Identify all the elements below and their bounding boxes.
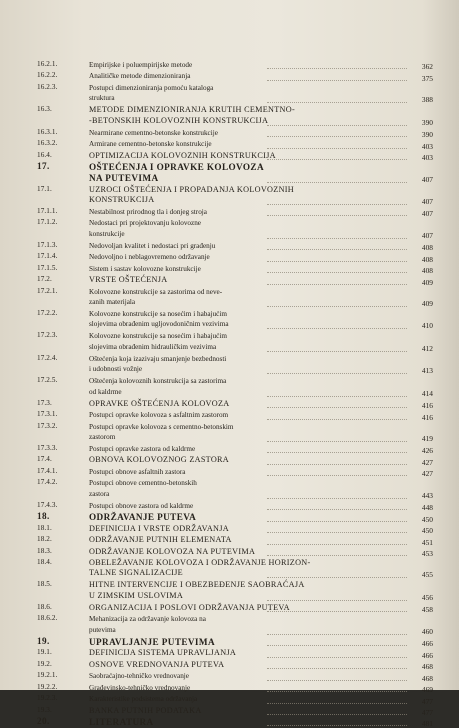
toc-entry-number: 17.1.4. bbox=[37, 252, 58, 261]
toc-entry bbox=[37, 83, 433, 105]
dot-leader bbox=[267, 645, 407, 646]
toc-entry-title: Saobraćajno-tehničko vrednovanje bbox=[89, 672, 189, 681]
toc-entry-number: 17.1.3. bbox=[37, 240, 58, 249]
toc-entry-number: 16.2.1. bbox=[37, 60, 58, 68]
toc-entry bbox=[37, 275, 433, 286]
toc-entry-page: 450 bbox=[421, 514, 433, 524]
toc-entry-number: 16.3.1. bbox=[37, 127, 58, 136]
toc-entry-title: Postupci obnove zastora od kaldrme bbox=[89, 501, 194, 510]
toc-entry-number: 17.4.1. bbox=[37, 466, 58, 475]
toc-entry-number: 19. bbox=[37, 635, 50, 646]
toc-entry-number: 18. bbox=[37, 511, 50, 522]
toc-entry-title: Građevinsko-tehničko vrednovanje bbox=[89, 683, 191, 692]
toc-entry-page: 390 bbox=[421, 117, 433, 127]
toc-entry-page: 466 bbox=[421, 639, 433, 649]
dot-leader bbox=[267, 452, 407, 453]
dot-leader bbox=[267, 249, 407, 250]
dot-leader bbox=[267, 148, 407, 149]
toc-entry-title: DEFINICIJA SISTEMA UPRAVLJANJA bbox=[89, 648, 237, 658]
toc-entry-number: 16.2.2. bbox=[37, 71, 58, 80]
toc-entry bbox=[37, 331, 433, 353]
toc-entry-page: 443 bbox=[421, 490, 433, 500]
toc-entry-page: 409 bbox=[421, 277, 433, 287]
toc-entry-page: 477 bbox=[421, 707, 433, 717]
toc-entry bbox=[37, 264, 433, 275]
toc-entry-title: ODRŽAVANJE PUTEVA bbox=[89, 512, 197, 523]
toc-entry bbox=[37, 287, 433, 309]
toc-entry-title: LITERATURA bbox=[89, 716, 154, 727]
toc-entry bbox=[37, 309, 433, 331]
dot-leader bbox=[267, 577, 407, 578]
toc-entry-page: 410 bbox=[421, 321, 433, 331]
toc-entry-title: DEFINICIJA I VRSTE ODRŽAVANJA bbox=[89, 523, 229, 533]
toc-entry bbox=[37, 455, 433, 466]
toc-entry-title: METODE DIMENZIONIRANJA KRUTIH CEMENTNO- -BETONSKIH KOLOVOZNIH KONSTRUKCIJA bbox=[89, 105, 295, 125]
toc-entry bbox=[37, 422, 433, 444]
toc-entry-page: 408 bbox=[421, 243, 433, 253]
toc-entry-page: 456 bbox=[421, 592, 433, 602]
toc-entry-number: 18.3. bbox=[37, 546, 52, 555]
toc-entry-title: Analitičke metode dimenzioniranja bbox=[89, 72, 191, 81]
toc-entry-number: 16.2.3. bbox=[37, 82, 58, 91]
toc-entry bbox=[37, 151, 433, 162]
toc-entry-title: Nedovoljno i neblagovremeno održavanje bbox=[89, 253, 210, 262]
toc-entry-number: 19.2. bbox=[37, 659, 52, 668]
toc-entry-title: ODRŽAVANJE KOLOVOZA NA PUTEVIMA bbox=[89, 546, 256, 556]
toc-entry-title: Empirijske i poluempirijske metode bbox=[89, 61, 193, 69]
toc-entry-title: Nedostaci pri projektovanju kolovozne konstrukcije bbox=[89, 219, 201, 238]
toc-entry-number: 17.4.3. bbox=[37, 500, 58, 509]
toc-entry-number: 18.6. bbox=[37, 602, 52, 611]
toc-entry-title: OSNOVE VREDNOVANJA PUTEVA bbox=[89, 659, 225, 669]
toc-entry-title: ODRŽAVANJE PUTNIH ELEMENATA bbox=[89, 535, 232, 545]
toc-entry-page: 414 bbox=[421, 388, 433, 398]
toc-entry bbox=[37, 694, 433, 705]
toc-entry-number: 18.5. bbox=[37, 580, 52, 589]
toc-entry-title: OPRAVKE OŠTEĆENJA KOLOVOZA bbox=[89, 398, 230, 408]
dot-leader bbox=[267, 238, 407, 239]
dot-leader bbox=[267, 691, 407, 692]
toc-entry bbox=[37, 444, 433, 455]
dot-leader bbox=[267, 159, 407, 160]
toc-entry bbox=[37, 535, 433, 546]
toc-entry-number: 17.1.1. bbox=[37, 206, 58, 215]
dot-leader bbox=[267, 703, 407, 704]
toc-entry-number: 18.4. bbox=[37, 558, 52, 567]
dot-leader bbox=[267, 351, 407, 352]
dot-leader bbox=[267, 182, 407, 183]
toc-entry bbox=[37, 71, 433, 82]
dot-leader bbox=[267, 714, 407, 715]
toc-entry-number: 16.3.2. bbox=[37, 139, 58, 148]
dot-leader bbox=[267, 204, 407, 205]
toc-entry-number: 19.2.2. bbox=[37, 682, 58, 691]
toc-entry-number: 16.4. bbox=[37, 150, 52, 159]
toc-entry-number: 17.4.2. bbox=[37, 478, 58, 487]
toc-entry-title: Kolovozne konstrukcije sa zastorima od neve- zanih materijala bbox=[89, 287, 223, 307]
toc-entry-title: Postupci dimenzioniranja pomoću kataloga struktura bbox=[89, 83, 214, 103]
toc-entry-number: 19.3. bbox=[37, 705, 52, 714]
dot-leader bbox=[267, 136, 407, 137]
toc-entry-page: 469 bbox=[421, 685, 433, 695]
toc-entry-title: OBNOVA KOLOVOZNOG ZASTORA bbox=[89, 455, 230, 465]
dot-leader bbox=[267, 441, 407, 442]
toc-entry bbox=[37, 637, 433, 648]
toc-entry-title: BANKA PUTNIH PODATAKA bbox=[89, 705, 202, 715]
toc-entry bbox=[37, 467, 433, 478]
dot-leader bbox=[267, 600, 407, 601]
toc-entry-page: 451 bbox=[421, 537, 433, 547]
toc-entry bbox=[37, 162, 433, 184]
dot-leader bbox=[267, 544, 407, 545]
dot-leader bbox=[267, 284, 407, 285]
dot-leader bbox=[267, 306, 407, 307]
toc-entry bbox=[37, 241, 433, 252]
toc-entry bbox=[37, 207, 433, 218]
dot-leader bbox=[267, 102, 407, 103]
dot-leader bbox=[267, 272, 407, 273]
toc-entry-number: 17.1.2. bbox=[37, 218, 58, 227]
dot-leader bbox=[267, 521, 407, 522]
toc-entry-number: 16.3. bbox=[37, 105, 52, 114]
toc-entry-page: 448 bbox=[421, 503, 433, 513]
toc-entry-page: 390 bbox=[421, 130, 433, 140]
toc-entry-title: Mehanizacija za održavanje kolovoza na putevima bbox=[89, 615, 206, 634]
dot-leader bbox=[267, 725, 407, 726]
toc-entry-title: Postupci opravke kolovoza s asfaltnim zastorom bbox=[89, 411, 229, 420]
dot-leader bbox=[267, 215, 407, 216]
toc-entry-title: Armirane cementno-betonske konstrukcije bbox=[89, 140, 212, 149]
toc-entry-title: Postupci obnove cementno-betonskih zastora bbox=[89, 479, 197, 498]
toc-entry-page: 416 bbox=[421, 401, 433, 411]
dot-leader bbox=[267, 611, 407, 612]
dot-leader bbox=[267, 475, 407, 476]
toc-entry-title: Postupci opravke kolovoza s cementno-betonskim zastorom bbox=[89, 422, 234, 441]
toc-entry-number: 17.1.5. bbox=[37, 263, 58, 272]
toc-entry bbox=[37, 660, 433, 671]
toc-entry-title: Nestabilnost prirodnog tla i donjeg stroja bbox=[89, 207, 207, 216]
toc-entry-title: ORGANIZACIJA I POSLOVI ODRŽAVANJA PUTEVA bbox=[89, 602, 290, 612]
toc-entry-page: 455 bbox=[421, 570, 433, 580]
dot-leader bbox=[267, 532, 407, 533]
toc-entry bbox=[37, 547, 433, 558]
toc-entry-number: 17.4. bbox=[37, 455, 52, 464]
toc-entry bbox=[37, 603, 433, 614]
dot-leader bbox=[267, 125, 407, 126]
dot-leader bbox=[267, 80, 407, 81]
toc-entry bbox=[37, 524, 433, 535]
toc-entry-page: 416 bbox=[421, 412, 433, 422]
toc-entry bbox=[37, 614, 433, 636]
dot-leader bbox=[267, 419, 407, 420]
toc-entry-title: Kolovozne konstrukcije sa nosećim i habajućim slojevima obrađenim hidrauličkim vezivima bbox=[89, 332, 227, 351]
toc-entry-page: 466 bbox=[421, 650, 433, 660]
toc-entry-title: VRSTE OŠTEĆENJA bbox=[89, 275, 168, 285]
toc-entry-page: 468 bbox=[421, 662, 433, 672]
toc-entry-page: 409 bbox=[421, 299, 433, 309]
toc-entry-page: 407 bbox=[421, 209, 433, 219]
toc-entry-page: 407 bbox=[421, 174, 433, 184]
toc-entry-number: 18.2. bbox=[37, 535, 52, 544]
dot-leader bbox=[267, 396, 407, 397]
toc-entry bbox=[37, 558, 433, 580]
dot-leader bbox=[267, 261, 407, 262]
toc-entry-title: UZROCI OŠTEĆENJA I PROPADANJA KOLOVOZNIH KONSTRUKCIJA bbox=[89, 184, 295, 204]
toc-entry bbox=[37, 399, 433, 410]
dot-leader bbox=[267, 555, 407, 556]
toc-entry bbox=[37, 410, 433, 421]
toc-entry-page: 453 bbox=[421, 549, 433, 559]
toc-entry-page: 427 bbox=[421, 457, 433, 467]
toc-entry-page: 407 bbox=[421, 196, 433, 206]
dot-leader bbox=[267, 657, 407, 658]
toc-entry-page: 468 bbox=[421, 673, 433, 683]
dot-leader bbox=[267, 68, 407, 69]
toc-entry-number: 20. bbox=[37, 715, 50, 726]
toc-entry-number: 17.2.3. bbox=[37, 331, 58, 340]
toc-entry-number: 17.2. bbox=[37, 275, 52, 284]
toc-entry-page: 362 bbox=[421, 62, 433, 72]
dot-leader bbox=[267, 373, 407, 374]
toc-entry bbox=[37, 128, 433, 139]
toc-entry-number: 17.2.1. bbox=[37, 286, 58, 295]
toc-entry-page: 403 bbox=[421, 141, 433, 151]
dot-leader bbox=[267, 498, 407, 499]
toc-entry-number: 17.2.5. bbox=[37, 376, 58, 385]
dot-leader bbox=[267, 328, 407, 329]
toc-entry-number: 17.3. bbox=[37, 398, 52, 407]
toc-entry bbox=[37, 501, 433, 512]
toc-entry-page: 403 bbox=[421, 153, 433, 163]
toc-entry bbox=[37, 671, 433, 682]
toc-entry-page: 427 bbox=[421, 469, 433, 479]
toc-entry-title: Oštećenja kolovoznih konstrukcija sa zastorima od kaldrme bbox=[89, 377, 227, 396]
toc-entry bbox=[37, 376, 433, 398]
toc-entry bbox=[37, 185, 433, 207]
toc-entry-page: 408 bbox=[421, 266, 433, 276]
toc-entry-page: 481 bbox=[421, 719, 433, 728]
toc-entry-title: Sistem i sastav kolovozne konstrukcije bbox=[89, 264, 201, 273]
toc-entry-page: 426 bbox=[421, 446, 433, 456]
toc-entry-title: HITNE INTERVENCIJE I OBEZBEĐENJE SAOBRAĆAJA U ZIMSKIM USLOVIMA bbox=[89, 580, 305, 600]
toc-entry-page: 450 bbox=[421, 526, 433, 536]
toc-entry bbox=[37, 717, 433, 728]
toc-entry bbox=[37, 105, 433, 127]
toc-entry-number: 17.3.1. bbox=[37, 410, 58, 419]
toc-entry-title: Kolovozne konstrukcije sa nosećim i habajućim slojevima obrađenim ugljovodoničnim vezivima bbox=[89, 310, 229, 329]
toc-entry bbox=[37, 354, 433, 376]
table-of-contents bbox=[37, 60, 433, 728]
dot-leader bbox=[267, 680, 407, 681]
toc-entry-number: 17. bbox=[37, 161, 50, 172]
dot-leader bbox=[267, 634, 407, 635]
toc-entry-number: 17.3.2. bbox=[37, 421, 58, 430]
dot-leader bbox=[267, 668, 407, 669]
toc-entry bbox=[37, 218, 433, 240]
toc-entry-page: 419 bbox=[421, 433, 433, 443]
toc-entry-page: 458 bbox=[421, 605, 433, 615]
dot-leader bbox=[267, 464, 407, 465]
toc-entry-title: UPRAVLJANJE PUTEVIMA bbox=[89, 636, 215, 647]
toc-entry-title: Nearmirane cementno-betonske konstrukcije bbox=[89, 128, 218, 137]
toc-entry bbox=[37, 139, 433, 150]
toc-entry-number: 19.1. bbox=[37, 648, 52, 657]
toc-entry-number: 17.1. bbox=[37, 184, 52, 193]
toc-entry bbox=[37, 683, 433, 694]
toc-entry-page: 477 bbox=[421, 696, 433, 706]
toc-entry-title: Postupci opravke zastora od kaldrme bbox=[89, 444, 196, 453]
toc-entry bbox=[37, 580, 433, 602]
toc-entry-title: Karakteristike podsistema održavanja bbox=[89, 695, 198, 704]
toc-entry-title: Postupci obnove asfaltnih zastora bbox=[89, 467, 186, 476]
toc-entry-number: 17.2.2. bbox=[37, 309, 58, 318]
toc-entry-number: 17.3.3. bbox=[37, 443, 58, 452]
toc-entry-title: OBELEŽAVANJE KOLOVOZA I ODRŽAVANJE HORIZON- TALNE SIGNALIZACIJE bbox=[89, 558, 311, 578]
toc-entry-page: 413 bbox=[421, 366, 433, 376]
toc-entry bbox=[37, 648, 433, 659]
toc-entry-page: 408 bbox=[421, 254, 433, 264]
toc-entry bbox=[37, 706, 433, 717]
toc-entry bbox=[37, 512, 433, 523]
toc-entry-title: Nedovoljan kvalitet i nedostaci pri građenju bbox=[89, 241, 216, 250]
dot-leader bbox=[267, 407, 407, 408]
toc-entry-title: OŠTEĆENJA I OPRAVKE KOLOVOZA NA PUTEVIMA bbox=[89, 162, 264, 183]
dot-leader bbox=[267, 509, 407, 510]
toc-entry-page: 375 bbox=[421, 73, 433, 83]
toc-entry bbox=[37, 252, 433, 263]
toc-entry-page: 460 bbox=[421, 626, 433, 636]
toc-entry-number: 19.2.1. bbox=[37, 671, 58, 680]
toc-entry-number: 18.1. bbox=[37, 523, 52, 532]
toc-entry bbox=[37, 60, 433, 71]
toc-entry-page: 412 bbox=[421, 343, 433, 353]
toc-entry-title: Oštećenja koja izazivaju smanjenje bezbednosti i udobnosti vožnje bbox=[89, 354, 227, 374]
toc-entry-title: OPTIMIZACIJA KOLOVOZNIH KONSTRUKCIJA bbox=[89, 150, 276, 160]
toc-entry bbox=[37, 478, 433, 500]
toc-entry-page: 388 bbox=[421, 95, 433, 105]
toc-entry-number: 19.2.3. bbox=[37, 694, 58, 703]
toc-entry-number: 18.6.2. bbox=[37, 614, 58, 623]
toc-entry-number: 17.2.4. bbox=[37, 353, 58, 362]
toc-entry-page: 407 bbox=[421, 230, 433, 240]
